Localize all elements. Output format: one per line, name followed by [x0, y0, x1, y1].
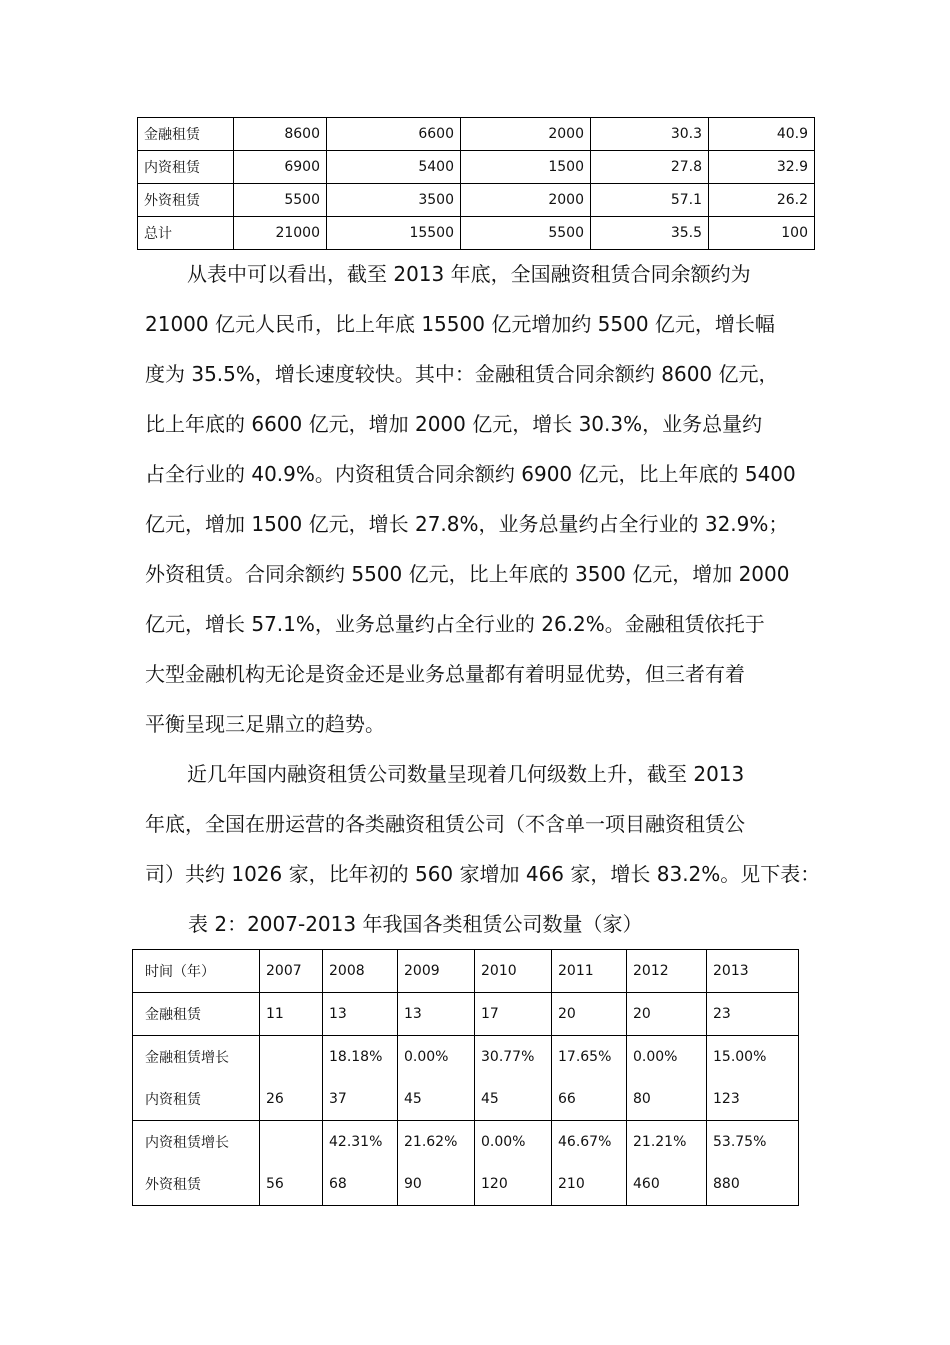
table-cell: 66: [552, 1078, 627, 1121]
table-cell: 26: [260, 1078, 323, 1121]
paragraph-line: 司）共约 1026 家，比年初的 560 家增加 466 家，增长 83.2%。见下表：: [145, 862, 821, 886]
table-cell: 45: [398, 1078, 475, 1121]
column-header: 时间（年）: [133, 950, 260, 993]
table-row: [133, 1078, 799, 1121]
row-label: 金融租赁: [138, 118, 234, 151]
table-cell: 37: [323, 1078, 398, 1121]
column-header: 2011: [552, 950, 627, 993]
table-cell: 40.9: [709, 118, 815, 151]
column-header: 2009: [398, 950, 475, 993]
table-row: [138, 184, 815, 217]
paragraph-line: 占全行业的 40.9%。内资租赁合同余额约 6900 亿元，比上年底的 5400: [145, 462, 796, 486]
table-cell: 21.21%: [627, 1121, 707, 1164]
table-row: [133, 993, 799, 1036]
table-row: [133, 1163, 799, 1206]
table-cell: 46.67%: [552, 1121, 627, 1164]
table-cell: 5500: [234, 184, 327, 217]
table-cell: 23: [707, 993, 799, 1036]
paragraph-line: 亿元，增长 57.1%，业务总量约占全行业的 26.2%。金融租赁依托于: [145, 612, 765, 636]
table-cell: 20: [552, 993, 627, 1036]
table-cell: 15500: [327, 217, 461, 250]
table-cell: 26.2: [709, 184, 815, 217]
table-cell: 42.31%: [323, 1121, 398, 1164]
table-row: [138, 118, 815, 151]
column-header: 2012: [627, 950, 707, 993]
table-cell: 100: [709, 217, 815, 250]
table-cell: 6600: [327, 118, 461, 151]
paragraph-line: 大型金融机构无论是资金还是业务总量都有着明显优势，但三者有着: [145, 662, 745, 686]
row-label: 外资租赁: [133, 1163, 260, 1206]
table-caption: 表 2：2007-2013 年我国各类租赁公司数量（家）: [188, 912, 643, 936]
table-cell: 0.00%: [398, 1036, 475, 1079]
paragraph-line: 亿元，增加 1500 亿元，增长 27.8%，业务总量约占全行业的 32.9%；: [145, 512, 789, 536]
table-cell: 5500: [461, 217, 591, 250]
table-cell: 123: [707, 1078, 799, 1121]
table-cell: [260, 1036, 323, 1079]
table-cell: 0.00%: [627, 1036, 707, 1079]
table-cell: 32.9: [709, 151, 815, 184]
table-cell: 0.00%: [475, 1121, 552, 1164]
table-cell: 5400: [327, 151, 461, 184]
table-cell: 21.62%: [398, 1121, 475, 1164]
table-cell: 53.75%: [707, 1121, 799, 1164]
table-cell: 30.77%: [475, 1036, 552, 1079]
contract-balance-table: [137, 117, 815, 250]
table-header-row: [133, 950, 799, 993]
table-cell: 6900: [234, 151, 327, 184]
table-cell: 1500: [461, 151, 591, 184]
table-cell: 460: [627, 1163, 707, 1206]
table-cell: 45: [475, 1078, 552, 1121]
table-cell: 120: [475, 1163, 552, 1206]
company-count-table: [132, 949, 799, 1206]
table-cell: 80: [627, 1078, 707, 1121]
table-cell: 2000: [461, 118, 591, 151]
column-header: 2007: [260, 950, 323, 993]
row-label: 内资租赁增长: [133, 1121, 260, 1164]
column-header: 2013: [707, 950, 799, 993]
table-cell: 3500: [327, 184, 461, 217]
paragraph-line: 从表中可以看出，截至 2013 年底，全国融资租赁合同余额约为: [187, 262, 751, 286]
paragraph-line: 年底，全国在册运营的各类融资租赁公司（不含单一项目融资租赁公: [145, 812, 745, 836]
table-cell: 21000: [234, 217, 327, 250]
table-cell: 90: [398, 1163, 475, 1206]
table-cell: 56: [260, 1163, 323, 1206]
table-cell: [260, 1121, 323, 1164]
paragraph-line: 21000 亿元人民币，比上年底 15500 亿元增加约 5500 亿元，增长幅: [145, 312, 775, 336]
table-cell: 13: [323, 993, 398, 1036]
table-cell: 2000: [461, 184, 591, 217]
row-label: 内资租赁: [138, 151, 234, 184]
table-row: [138, 217, 815, 250]
row-label: 内资租赁: [133, 1078, 260, 1121]
table-cell: 15.00%: [707, 1036, 799, 1079]
table-cell: 27.8: [591, 151, 709, 184]
company-count-paragraph: [145, 749, 821, 899]
table-row: [133, 1121, 799, 1164]
table-row: [138, 151, 815, 184]
table-cell: 210: [552, 1163, 627, 1206]
paragraph-line: 平衡呈现三足鼎立的趋势。: [145, 712, 385, 736]
table-cell: 35.5: [591, 217, 709, 250]
row-label: 总计: [138, 217, 234, 250]
column-header: 2010: [475, 950, 552, 993]
row-label: 金融租赁: [133, 993, 260, 1036]
row-label: 金融租赁增长: [133, 1036, 260, 1079]
table-cell: 17: [475, 993, 552, 1036]
table-cell: 57.1: [591, 184, 709, 217]
table-cell: 20: [627, 993, 707, 1036]
table-row: [133, 1036, 799, 1079]
table-cell: 68: [323, 1163, 398, 1206]
row-label: 外资租赁: [138, 184, 234, 217]
table-cell: 880: [707, 1163, 799, 1206]
table-cell: 8600: [234, 118, 327, 151]
table-cell: 18.18%: [323, 1036, 398, 1079]
paragraph-line: 近几年国内融资租赁公司数量呈现着几何级数上升，截至 2013: [187, 762, 745, 786]
table-cell: 11: [260, 993, 323, 1036]
paragraph-line: 度为 35.5%，增长速度较快。其中：金融租赁合同余额约 8600 亿元，: [145, 362, 779, 386]
table-cell: 13: [398, 993, 475, 1036]
paragraph-line: 外资租赁。合同余额约 5500 亿元，比上年底的 3500 亿元，增加 2000: [145, 562, 790, 586]
paragraph-line: 比上年底的 6600 亿元，增加 2000 亿元，增长 30.3%，业务总量约: [145, 412, 763, 436]
table-cell: 17.65%: [552, 1036, 627, 1079]
table-cell: 30.3: [591, 118, 709, 151]
column-header: 2008: [323, 950, 398, 993]
analysis-paragraph: [145, 249, 810, 749]
